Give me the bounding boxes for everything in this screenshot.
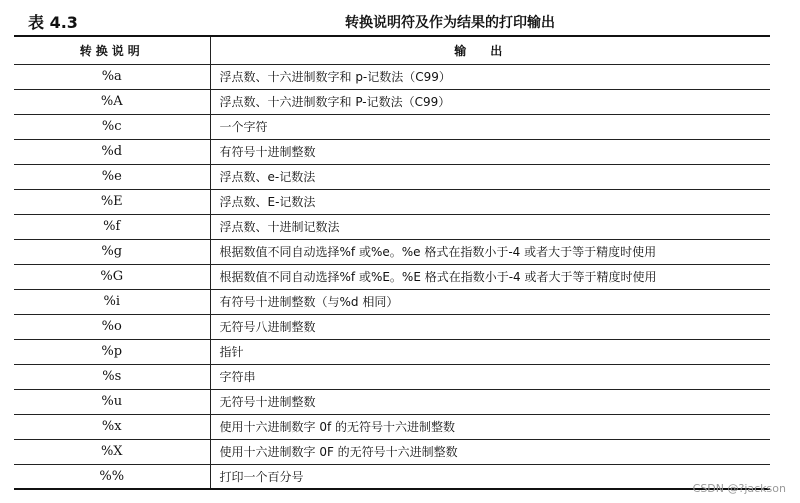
column-header-output: 输出 [210, 36, 770, 64]
table-row [14, 214, 770, 239]
spec-cell: %s [14, 364, 210, 389]
output-cell: 浮点数、十六进制数字和 p-记数法（C99） [210, 64, 770, 89]
output-cell: 一个字符 [210, 114, 770, 139]
table-row [14, 364, 770, 389]
spec-cell: %x [14, 414, 210, 439]
column-header-spec: 转换说明 [14, 36, 210, 64]
table-row [14, 264, 770, 289]
table-row [14, 464, 770, 489]
table-row [14, 439, 770, 464]
spec-cell: %X [14, 439, 210, 464]
output-cell: 无符号八进制整数 [210, 314, 770, 339]
spec-cell: %g [14, 239, 210, 264]
output-cell: 根据数值不同自动选择%f 或%e。%e 格式在指数小于-4 或者大于等于精度时使用 [210, 239, 770, 264]
output-cell: 打印一个百分号 [210, 464, 770, 489]
watermark: CSDN @?jackson [692, 482, 786, 495]
spec-cell: %f [14, 214, 210, 239]
output-cell: 根据数值不同自动选择%f 或%E。%E 格式在指数小于-4 或者大于等于精度时使用 [210, 264, 770, 289]
spec-cell: %G [14, 264, 210, 289]
table-row [14, 239, 770, 264]
table-row [14, 414, 770, 439]
table-row [14, 89, 770, 114]
table-title: 转换说明符及作为结果的打印输出 [345, 15, 555, 31]
spec-cell: %c [14, 114, 210, 139]
spec-cell: %d [14, 139, 210, 164]
spec-cell: %E [14, 189, 210, 214]
output-cell: 使用十六进制数字 0F 的无符号十六进制整数 [210, 439, 770, 464]
spec-cell: %% [14, 464, 210, 489]
output-cell: 无符号十进制整数 [210, 389, 770, 414]
spec-cell: %p [14, 339, 210, 364]
table-row [14, 314, 770, 339]
table-row [14, 339, 770, 364]
spec-cell: %e [14, 164, 210, 189]
table-row [14, 64, 770, 89]
table-row [14, 114, 770, 139]
table-row [14, 164, 770, 189]
spec-cell: %o [14, 314, 210, 339]
spec-cell: %a [14, 64, 210, 89]
table-row [14, 189, 770, 214]
output-cell: 浮点数、十六进制数字和 P-记数法（C99） [210, 89, 770, 114]
output-cell: 字符串 [210, 364, 770, 389]
table-row [14, 139, 770, 164]
output-cell: 浮点数、e-记数法 [210, 164, 770, 189]
spec-cell: %i [14, 289, 210, 314]
table-row [14, 389, 770, 414]
output-cell: 使用十六进制数字 0f 的无符号十六进制整数 [210, 414, 770, 439]
output-cell: 有符号十进制整数（与%d 相同） [210, 289, 770, 314]
spec-cell: %A [14, 89, 210, 114]
output-cell: 浮点数、E-记数法 [210, 189, 770, 214]
spec-cell: %u [14, 389, 210, 414]
conversion-spec-table [14, 35, 770, 490]
table-header-row [14, 36, 770, 64]
table-label: 表 4.3 [28, 13, 78, 32]
output-cell: 有符号十进制整数 [210, 139, 770, 164]
output-cell: 指针 [210, 339, 770, 364]
output-cell: 浮点数、十进制记数法 [210, 214, 770, 239]
table-row [14, 289, 770, 314]
